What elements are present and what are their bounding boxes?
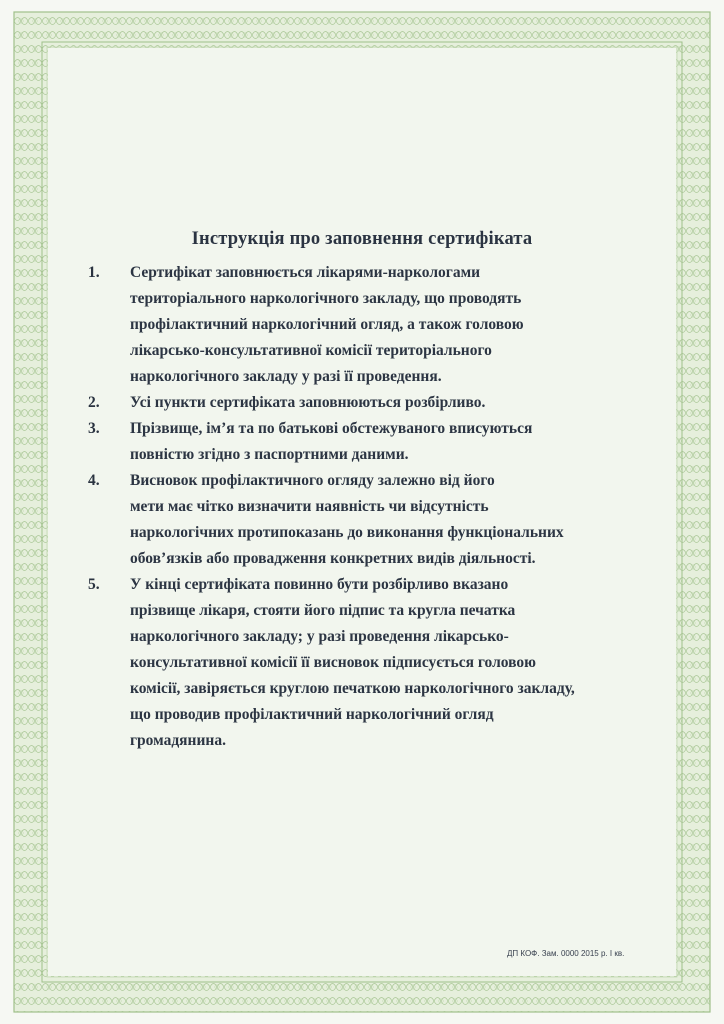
item-text: Висновок профілактичного огляду залежно від його мети має чітко визначити наявність чи відсутність наркологічних протипоказань до виконання функціональних обов’язків або провадження конкретних видів діяльності. [130, 472, 564, 567]
list-item [88, 416, 648, 468]
item-number: 3. [88, 420, 100, 437]
item-number: 4. [88, 472, 100, 489]
document-title: Інструкція про заповнення сертифіката [191, 229, 533, 249]
list-item [88, 468, 648, 572]
item-text: Прізвище, ім’я та по батькові обстежуваного вписуються повністю згідно з паспортними даними. [130, 420, 533, 463]
list-item [88, 260, 648, 390]
item-text: Усі пункти сертифіката заповнюються розбірливо. [130, 394, 486, 411]
item-text: Сертифікат заповнюється лікарями-наркологами територіального наркологічного закладу, що проводять профілактичний наркологічний огляд, а також головою лікарсько-консультативної комісії територіального наркологічного закладу у разі її проведення. [130, 264, 524, 385]
list-item [88, 572, 648, 754]
list-item [88, 390, 648, 416]
item-number: 1. [88, 264, 100, 281]
item-number: 5. [88, 576, 100, 593]
print-footer: ДП КОФ. Зам. 0000 2015 р. І кв. [507, 949, 625, 958]
instruction-list [88, 260, 648, 754]
item-text: У кінці сертифіката повинно бути розбірливо вказано прізвище лікаря, стояти його підпис та кругла печатка наркологічного закладу; у разі проведення лікарсько- консультативної комісії її висновок підписується головою комісії, завіряється круглою печаткою наркологічного закладу, що проводив профілактичний наркологічний огляд громадянина. [130, 576, 575, 749]
item-number: 2. [88, 394, 100, 411]
